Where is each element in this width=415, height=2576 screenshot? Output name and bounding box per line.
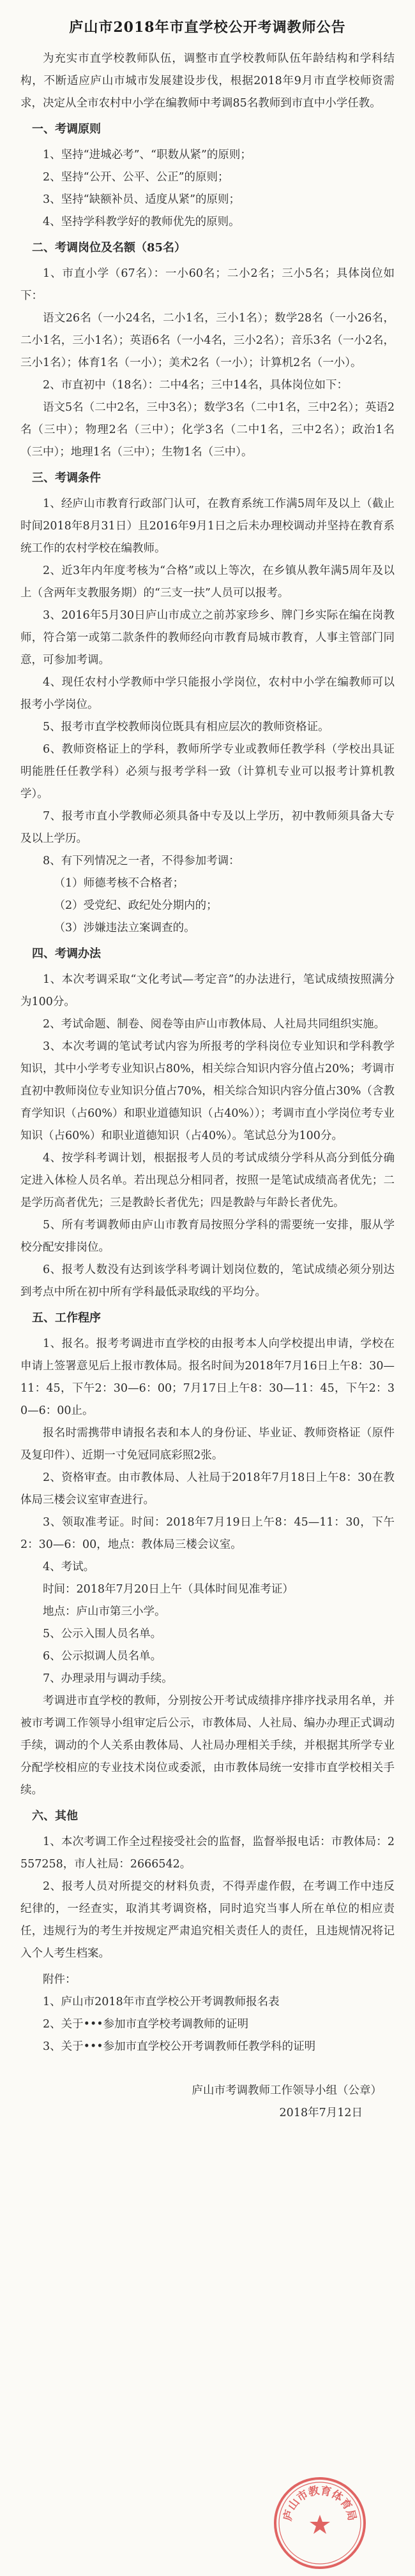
procedure-paragraph: 4、考试。 — [43, 1561, 95, 1573]
procedure-paragraph: 2、资格审查。由市教体局、人社局于2018年7月18日上午8：30在教体局三楼会议室审查进行。 — [20, 1471, 395, 1506]
procedure-paragraph: 5、公示入围人员名单。 — [43, 1628, 162, 1640]
notice-title: 庐山市2018年市直学校公开考调教师公告 — [69, 19, 346, 36]
exclusion-item: （1）师德考核不合格者； — [54, 877, 185, 890]
principle-item: 3、坚持“缺额补员、适度从紧”的原则； — [43, 193, 241, 206]
positions-paragraph: 语文5名（二中2名，三中3名）；数学3名（二中1名，三中2名）；英语2名（三中）；物理2名（三中）；化学3名（二中1名，三中2名）；政治1名（三中）；地理1名（三中）；生物1名（三中）。 — [20, 401, 395, 459]
condition-paragraph: 8、有下列情况之一者，不得参加考调： — [43, 855, 240, 867]
procedure-paragraph: 时间：2018年7月20日上午（具体时间见准考证） — [43, 1583, 294, 1596]
positions-paragraph: 2、市直初中（18名）：二中4名；三中14名，具体岗位如下： — [43, 379, 349, 392]
positions-paragraph: 1、市直小学（67名）：一小60名；二小2名；三小5名；具体岗位如下： — [20, 267, 395, 302]
other-paragraph: 2、报考人员对所提交的材料负责，不得弄虚作假，在考调工作中违反纪律的，一经查实，取消其考调资格，同时追究当事人所在单位的相应责任，违规行为的考生并按规定严肃追究相关责任人的责任，且违规情况将记入个人考生档案。 — [20, 1880, 395, 1960]
other-paragraph: 1、本次考调工作全过程接受社会的监督，监督举报电话：市教体局：2557258，市人社局：2666542。 — [20, 1836, 395, 1871]
condition-paragraph: 3、2016年5月30日庐山市成立之前苏家珍乡、牌门乡实际在编在岗教师，符合第一或第二款条件的教师经向市教育局城市教育，人事主管部门同意，可参加考调。 — [20, 609, 395, 666]
procedure-paragraph: 地点：庐山市第三小学。 — [43, 1605, 166, 1618]
method-paragraph: 3、本次考调的笔试考试内容为所报考的学科岗位专业知识和学科教学知识，其中小学考专业知识占80%，相关综合知识内容分值占20%；考调市直初中教师岗位专业知识分值占70%，相关综合知识内容分值占30%（含教育学知识（占60%）和职业道德知识（占40%））；考调市直小学岗位考专业知识（占60%）和职业道德知识（占40%）。笔试总分为100分。 — [20, 1040, 395, 1142]
procedure-paragraph: 6、公示拟调人员名单。 — [43, 1650, 162, 1663]
condition-paragraph: 5、报考市直学校教师岗位既具有相应层次的教师资格证。 — [43, 721, 329, 733]
signature-line: 庐山市考调教师工作领导小组（公章） — [192, 2084, 382, 2097]
procedure-paragraph: 1、报名。报考考调进市直学校的由报考本人向学校提出申请，学校在申请上签署意见后上报市教体局。报名时间为2018年7月16日上午8：30—11：45，下午2：30—6：00；7月17日上午8：30—11：45，下午2：30—6：00止。 — [20, 1337, 395, 1417]
method-paragraph: 4、按学科考调计划，根据报考人员的考试成绩分学科从高分到低分确定进入体检人员名单。若出现总分相同者，按照一是笔试成绩高者优先；二是学历高者优先；三是教龄长者优先；四是教龄与年龄长者优先。 — [20, 1152, 395, 1209]
section-3-heading: 三、考调条件 — [32, 471, 101, 485]
condition-paragraph: 6、教师资格证上的学科，教师所学专业或教师任教学科（学校出具证明能胜任任教学科）必须与报考学科一致（计算机专业可以报考计算机教学）。 — [20, 743, 395, 800]
section-4-heading: 四、考调办法 — [32, 947, 101, 960]
exclusion-item: （3）涉嫌违法立案调查的。 — [54, 922, 195, 934]
positions-paragraph: 语文26名（一小24名，二小1名，三小1名）；数学28名（一小26名，二小1名，三小1名）；英语6名（一小4名，三小2名）；音乐3名（一小2名，三小1名）；体育1名（一小）；美术2名（一小）；计算机2名（一小）。 — [20, 312, 395, 369]
procedure-paragraph: 报名时需携带申请报名表和本人的身份证、毕业证、教师资格证（原件及复印件）、近期一寸免冠同底彩照2张。 — [20, 1427, 395, 1462]
intro-paragraph: 为充实市直学校教师队伍，调整市直学校教师队伍年龄结构和学科结构，不断适应庐山市城市发展建设步伐，根据2018年9月市直学校师资需求，决定从全市农村中小学在编教师中考调85名教师到市直中小学任教。 — [20, 52, 395, 110]
issue-date: 2018年7月12日 — [279, 2107, 363, 2119]
section-6-heading: 六、其他 — [32, 1809, 78, 1823]
procedure-paragraph: 7、办理录用与调动手续。 — [43, 1672, 173, 1685]
exclusion-item: （2）受党纪、政纪处分期内的； — [54, 899, 218, 912]
condition-paragraph: 2、近3年内年度考核为“合格”或以上等次，在乡镇从教年满5周年及以上（含两年支教服务期）的“三支一扶”人员可以报考。 — [20, 564, 395, 600]
attachment-item: 2、关于•••参加市直学校考调教师的证明 — [43, 2018, 249, 2031]
condition-paragraph: 4、现任农村小学教师中学只能报小学岗位，农村中小学在编教师可以报考小学岗位。 — [20, 676, 395, 711]
principle-item: 1、坚持“进城必考”、“职数从紧”的原则； — [43, 149, 252, 161]
attachment-item: 1、庐山市2018年市直学校公开考调教师报名表 — [43, 1996, 280, 2008]
section-1-heading: 一、考调原则 — [32, 122, 101, 136]
method-paragraph: 1、本次考调采取“文化考试—考定音”的办法进行，笔试成绩按照满分为100分。 — [20, 973, 395, 1008]
method-paragraph: 6、报考人数没有达到该学科考调计划岗位数的，笔试成绩必须分别达到考点中所在初中所有学科最低录取线的平均分。 — [20, 1263, 395, 1299]
method-paragraph: 2、考试命题、制卷、阅卷等由庐山市教体局、人社局共同组织实施。 — [43, 1018, 386, 1031]
principle-item: 2、坚持“公开、公平、公正”的原则； — [43, 171, 229, 184]
section-5-heading: 五、工作程序 — [32, 1311, 101, 1325]
attachments-title: 附件： — [43, 1973, 77, 1986]
official-seal-icon — [272, 2475, 368, 2571]
method-paragraph: 5、所有考调教师由庐山市教育局按照分学科的需要统一安排，服从学校分配安排岗位。 — [20, 1219, 395, 1254]
section-2-heading: 二、考调岗位及名额（85名） — [32, 241, 186, 254]
principle-item: 4、坚持学科教学好的教师优先的原则。 — [43, 216, 240, 228]
condition-paragraph: 7、报考市直小学教师必须具备中专及以上学历，初中教师须具备大专及以上学历。 — [20, 810, 395, 845]
seal-text: 庐山市教育体育局 — [281, 2484, 359, 2522]
condition-paragraph: 1、经庐山市教育行政部门认可，在教育系统工作满5周年及以上（截止时间2018年8月31日）且2016年9月1日之后未办理校调动并坚持在教育系统工作的农村学校在编教师。 — [20, 497, 395, 555]
procedure-paragraph: 3、领取准考证。时间：2018年7月19日上午8：45—11：30，下午2：30—6：00，地点：教体局三楼会议室。 — [20, 1516, 395, 1551]
procedure-paragraph: 考调进市直学校的教师，分别按公开考试成绩排序排序找录用名单，并被市考调工作领导小组审定后公示，市教体局、人社局、编办办理正式调动手续，调动的个人关系由教体局、人社局办理相关手续，并根据其所学专业分配学校相应的专业技术岗位或委派，由市教体局统一安排市直学校相关手续。 — [20, 1695, 395, 1797]
attachment-item: 3、关于•••参加市直学校公开考调教师任教学科的证明 — [43, 2040, 316, 2053]
